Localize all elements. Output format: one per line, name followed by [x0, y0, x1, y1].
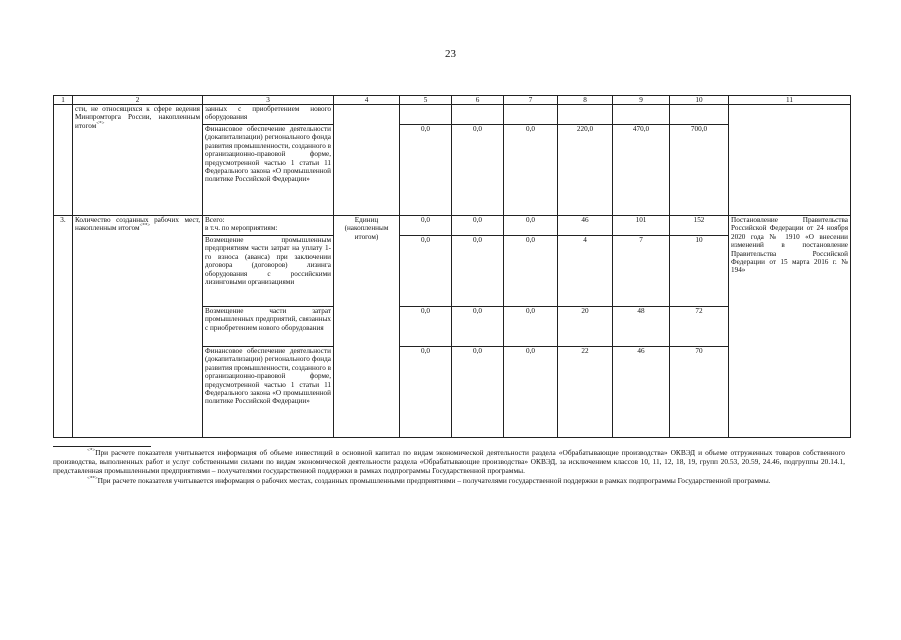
unit-cell: Единиц (накопленным итогом) — [334, 216, 400, 438]
col-header: 8 — [558, 96, 613, 105]
value-cell: 10 — [670, 236, 729, 307]
value-cell: 0,0 — [504, 216, 558, 236]
col-header: 10 — [670, 96, 729, 105]
value-cell: 0,0 — [400, 236, 452, 307]
footnote-mark: <*> — [87, 448, 96, 454]
indicator-name: Количество созданных рабочих мест, накопленным итогом<**> — [73, 216, 203, 438]
value-cell: 152 — [670, 216, 729, 236]
measure-total — [203, 216, 334, 236]
value-cell: 0,0 — [452, 347, 504, 438]
footnote-mark: <*> — [96, 121, 105, 127]
col-header: 11 — [729, 96, 851, 105]
measure-name: занных с приобретением нового оборудования — [203, 105, 334, 125]
value-cell: 0,0 — [452, 307, 504, 347]
column-number-row — [54, 96, 851, 105]
col-header: 6 — [452, 96, 504, 105]
footnotes — [53, 448, 845, 485]
value-cell: 0,0 — [400, 216, 452, 236]
footnote-mark: <**> — [87, 476, 98, 482]
value-cell: 0,0 — [452, 216, 504, 236]
col-header: 3 — [203, 96, 334, 105]
value-cell: 0,0 — [504, 125, 558, 216]
value-cell: 0,0 — [452, 125, 504, 216]
value-cell: 700,0 — [670, 125, 729, 216]
value-cell: 0,0 — [400, 307, 452, 347]
table-row — [54, 105, 851, 125]
value-cell: 4 — [558, 236, 613, 307]
value-cell: 0,0 — [504, 347, 558, 438]
col-header: 7 — [504, 96, 558, 105]
col-header: 1 — [54, 96, 73, 105]
value-cell: 20 — [558, 307, 613, 347]
value-cell: 0,0 — [400, 347, 452, 438]
value-cell: 0,0 — [400, 125, 452, 216]
value-cell: 101 — [613, 216, 670, 236]
footnote-1: <*>При расчете показателя учитывается информация об объеме инвестиций в основной капитал по видам экономической деятельности раздела «Обрабатывающие производства» ОКВЭД и объеме отгруженных товаров собственного производства, выполненных работ и услуг собственными силами по видам экономической деятельности раздела «Обрабатывающие производства» ОКВЭД, за исключением классов 10, 11, 12, 18, 19, групп 20.53, 20.59, 24.46, подгруппы 20.14.1, представленная промышленными предприятиями – получателями государственной поддержки в рамках подпрограммы Государственной программы. — [53, 448, 845, 476]
value-cell: 70 — [670, 347, 729, 438]
subtotal-label: в т.ч. по мероприятиям: — [205, 224, 278, 233]
col-header: 9 — [613, 96, 670, 105]
indicator-name: сти, не относящихся к сфере ведения Минпромторга России, накопленным итогом<*> — [73, 105, 203, 216]
value-cell: 0,0 — [452, 236, 504, 307]
col-header: 4 — [334, 96, 400, 105]
value-cell: 220,0 — [558, 125, 613, 216]
value-cell: 470,0 — [613, 125, 670, 216]
measure-name: Возмещение части затрат промышленных предприятий, связанных с приобретением нового оборудования — [203, 307, 334, 347]
page-number: 23 — [445, 48, 456, 60]
value-cell: 22 — [558, 347, 613, 438]
value-cell: 7 — [613, 236, 670, 307]
measure-name: Возмещение промышленным предприятиям части затрат на уплату 1-го взноса (аванса) при заключении договора (договоров) лизинга оборудования с российскими лизинговыми организациями — [203, 236, 334, 307]
footnote-2: <**>При расчете показателя учитывается информация о рабочих местах, созданных промышленными предприятиями – получателями государственной поддержки в рамках подпрограммы Государственной программы. — [87, 475, 771, 485]
value-cell: 72 — [670, 307, 729, 347]
total-label: Всего: — [205, 216, 225, 224]
footnote-divider — [53, 446, 151, 447]
value-cell: 46 — [558, 216, 613, 236]
col-header: 5 — [400, 96, 452, 105]
value-cell: 48 — [613, 307, 670, 347]
value-cell: 46 — [613, 347, 670, 438]
value-cell: 0,0 — [504, 236, 558, 307]
measure-name: Финансовое обеспечение деятельности (докапитализации) регионального фонда развития промышленности, созданного в организационно-правовой форме, предусмотренной частью 1 статьи 11 Федерального закона «О промышленной политике Российской Федерации» — [203, 125, 334, 216]
footnote-mark: <**> — [139, 224, 151, 230]
indicators-table — [53, 95, 851, 438]
value-cell: 0,0 — [504, 307, 558, 347]
row-number: 3. — [54, 216, 73, 438]
col-header: 2 — [73, 96, 203, 105]
table-row — [54, 216, 851, 236]
legal-basis-cell: Постановление Правительства Российской Федерации от 24 ноября 2020 года № 1910 «О внесении изменений в постановление Правительства Российской Федерации от 15 марта 2016 г. № 194» — [729, 216, 851, 438]
measure-name: Финансовое обеспечение деятельности (докапитализации) регионального фонда развития промышленности, созданного в организационно-правовой форме, предусмотренной частью 1 статьи 11 Федерального закона «О промышленной политике Российской Федерации» — [203, 347, 334, 438]
